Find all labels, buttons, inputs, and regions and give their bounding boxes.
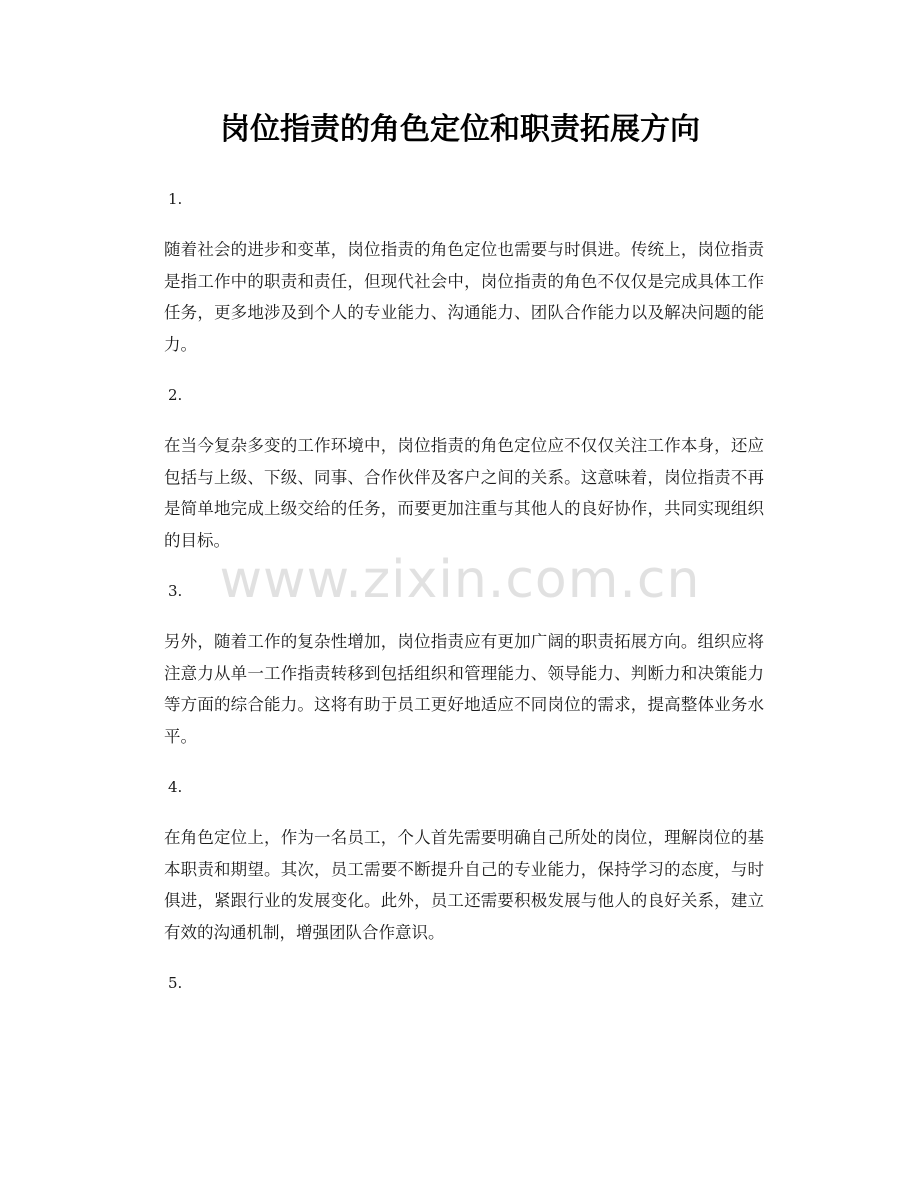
section-2 (164, 382, 764, 556)
section-number: 4. (168, 778, 183, 796)
section-number: 1. (168, 190, 183, 208)
document-body (164, 186, 764, 1018)
section-number: 5. (168, 974, 183, 992)
section-5 (164, 970, 764, 996)
section-1 (164, 186, 764, 360)
section-4 (164, 774, 764, 948)
section-paragraph: 另外，随着工作的复杂性增加，岗位指责应有更加广阔的职责拓展方向。组织应将注意力从单一工作指责转移到包括组织和管理能力、领导能力、判断力和决策能力等方面的综合能力。这将有助于员工更好地适应不同岗位的需求，提高整体业务水平。 (164, 632, 764, 746)
section-paragraph: 在当今复杂多变的工作环境中，岗位指责的角色定位应不仅仅关注工作本身，还应包括与上级、下级、同事、合作伙伴及客户之间的关系。这意味着，岗位指责不再是简单地完成上级交给的任务，而要更加注重与其他人的良好协作，共同实现组织的目标。 (164, 436, 764, 550)
watermark: www.zixin.com.cn (219, 550, 701, 610)
document-title: 岗位指责的角色定位和职责拓展方向 (220, 112, 700, 147)
section-paragraph: 在角色定位上，作为一名员工，个人首先需要明确自己所处的岗位，理解岗位的基本职责和期望。其次，员工需要不断提升自己的专业能力，保持学习的态度，与时俱进，紧跟行业的发展变化。此外，员工还需要积极发展与他人的良好关系，建立有效的沟通机制，增强团队合作意识。 (164, 828, 764, 942)
section-paragraph: 随着社会的进步和变革，岗位指责的角色定位也需要与时俱进。传统上，岗位指责是指工作中的职责和责任，但现代社会中，岗位指责的角色不仅仅是完成具体工作任务，更多地涉及到个人的专业能力、沟通能力、团队合作能力以及解决问题的能力。 (164, 240, 764, 354)
section-number: 3. (168, 582, 183, 600)
section-number: 2. (168, 386, 183, 404)
section-3 (164, 578, 764, 752)
